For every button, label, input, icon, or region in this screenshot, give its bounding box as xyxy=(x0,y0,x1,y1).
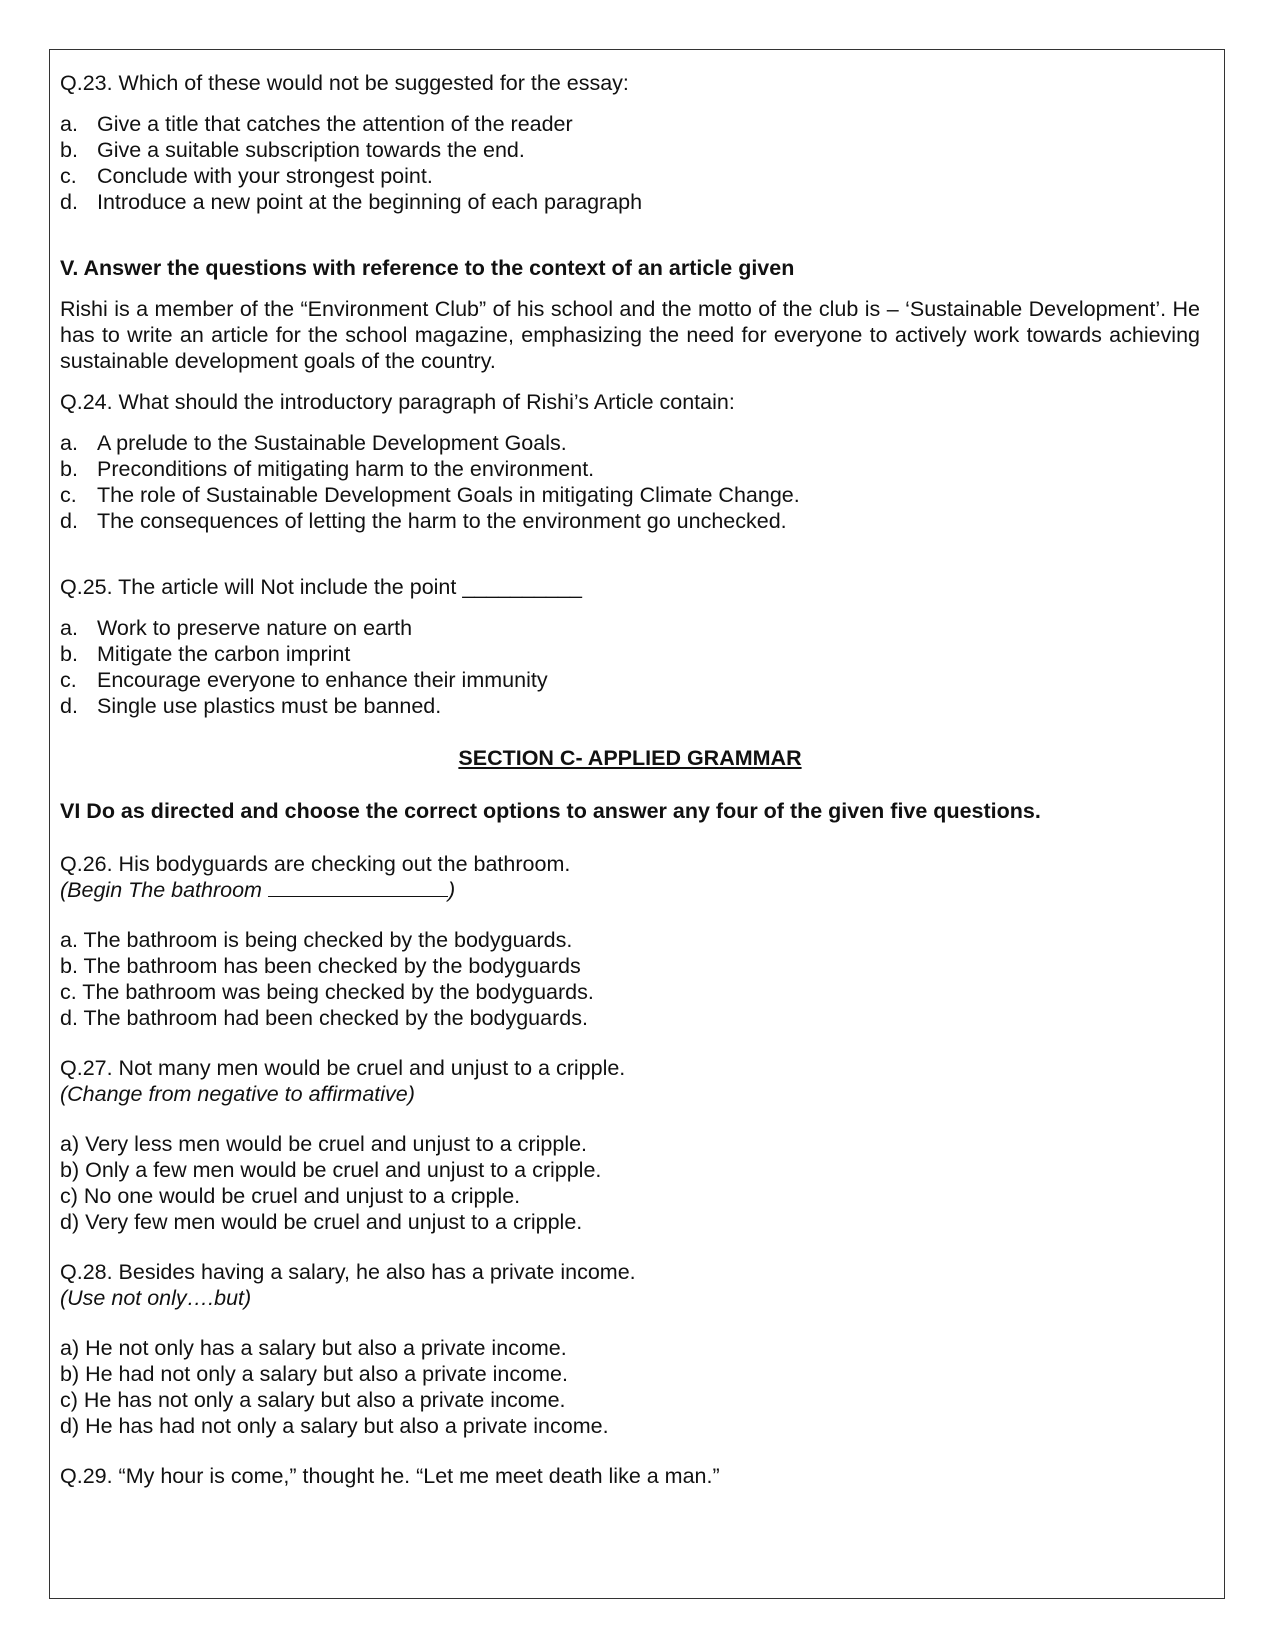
q27-direction: (Change from negative to affirmative) xyxy=(60,1082,415,1106)
q28-option-b: b) He had not only a salary but also a private income. xyxy=(60,1362,568,1386)
q26-question: Q.26. His bodyguards are checking out the bathroom. xyxy=(60,852,571,876)
q23-option-d: d. Introduce a new point at the beginning of each paragraph xyxy=(60,190,643,214)
section-v-heading: V. Answer the questions with reference to the context of an article given xyxy=(60,256,795,280)
article-context-passage: Rishi is a member of the “Environment Club” of his school and the motto of the club is – ‘Sustainable Development’. He has to write an article for the school magazine, emphasizing the need for everyone to actively work towards achieving sustainable development goals of the country. xyxy=(60,297,1200,373)
q24-option-b: b. Preconditions of mitigating harm to the environment. xyxy=(60,457,595,481)
q27-question: Q.27. Not many men would be cruel and unjust to a cripple. xyxy=(60,1056,626,1080)
q27-option-a: a) Very less men would be cruel and unjust to a cripple. xyxy=(60,1132,588,1156)
q25-option-b: b. Mitigate the carbon imprint xyxy=(60,642,351,666)
q24-question: Q.24. What should the introductory paragraph of Rishi’s Article contain: xyxy=(60,390,735,414)
q26-option-c: c. The bathroom was being checked by the bodyguards. xyxy=(60,980,594,1004)
q26-option-d: d. The bathroom had been checked by the bodyguards. xyxy=(60,1006,588,1030)
q25-option-c: c. Encourage everyone to enhance their immunity xyxy=(60,668,548,692)
section-c-title: SECTION C- APPLIED GRAMMAR xyxy=(458,746,802,770)
q28-direction: (Use not only….but) xyxy=(60,1286,252,1310)
q23-option-b: b. Give a suitable subscription towards the end. xyxy=(60,138,525,162)
q25-options xyxy=(60,615,1200,719)
q27-options xyxy=(60,1131,1200,1235)
q28-option-a: a) He not only has a salary but also a private income. xyxy=(60,1336,567,1360)
q24-option-d: d. The consequences of letting the harm to the environment go unchecked. xyxy=(60,509,787,533)
q26-option-a: a. The bathroom is being checked by the bodyguards. xyxy=(60,928,573,952)
q23-option-c: c. Conclude with your strongest point. xyxy=(60,164,433,188)
q24-option-c: c. The role of Sustainable Development Goals in mitigating Climate Change. xyxy=(60,483,800,507)
q28-question: Q.28. Besides having a salary, he also has a private income. xyxy=(60,1260,636,1284)
q28-options xyxy=(60,1335,1200,1439)
q25-option-a: a. Work to preserve nature on earth xyxy=(60,616,413,640)
q25-option-d: d. Single use plastics must be banned. xyxy=(60,694,442,718)
section-c-instruction: VI Do as directed and choose the correct options to answer any four of the given five questions. xyxy=(60,799,1041,823)
q27-option-b: b) Only a few men would be cruel and unjust to a cripple. xyxy=(60,1158,602,1182)
q27-option-d: d) Very few men would be cruel and unjust to a cripple. xyxy=(60,1210,583,1234)
q28-option-c: c) He has not only a salary but also a private income. xyxy=(60,1388,566,1412)
q28-option-d: d) He has had not only a salary but also a private income. xyxy=(60,1414,609,1438)
q24-options xyxy=(60,430,1200,534)
q26-blank xyxy=(268,878,448,897)
q24-option-a: a. A prelude to the Sustainable Development Goals. xyxy=(60,431,567,455)
q23-question: Q.23. Which of these would not be suggested for the essay: xyxy=(60,71,629,95)
q23-option-a: a. Give a title that catches the attention of the reader xyxy=(60,112,573,136)
q26-direction: (Begin The bathroom ) xyxy=(60,878,456,902)
q29-question: Q.29. “My hour is come,” thought he. “Let me meet death like a man.” xyxy=(60,1464,720,1488)
exam-page xyxy=(60,70,1200,1489)
q25-question: Q.25. The article will Not include the point __________ xyxy=(60,575,582,599)
q26-option-b: b. The bathroom has been checked by the bodyguards xyxy=(60,954,581,978)
q27-option-c: c) No one would be cruel and unjust to a cripple. xyxy=(60,1184,521,1208)
q26-options xyxy=(60,927,1200,1031)
q23-options xyxy=(60,111,1200,215)
